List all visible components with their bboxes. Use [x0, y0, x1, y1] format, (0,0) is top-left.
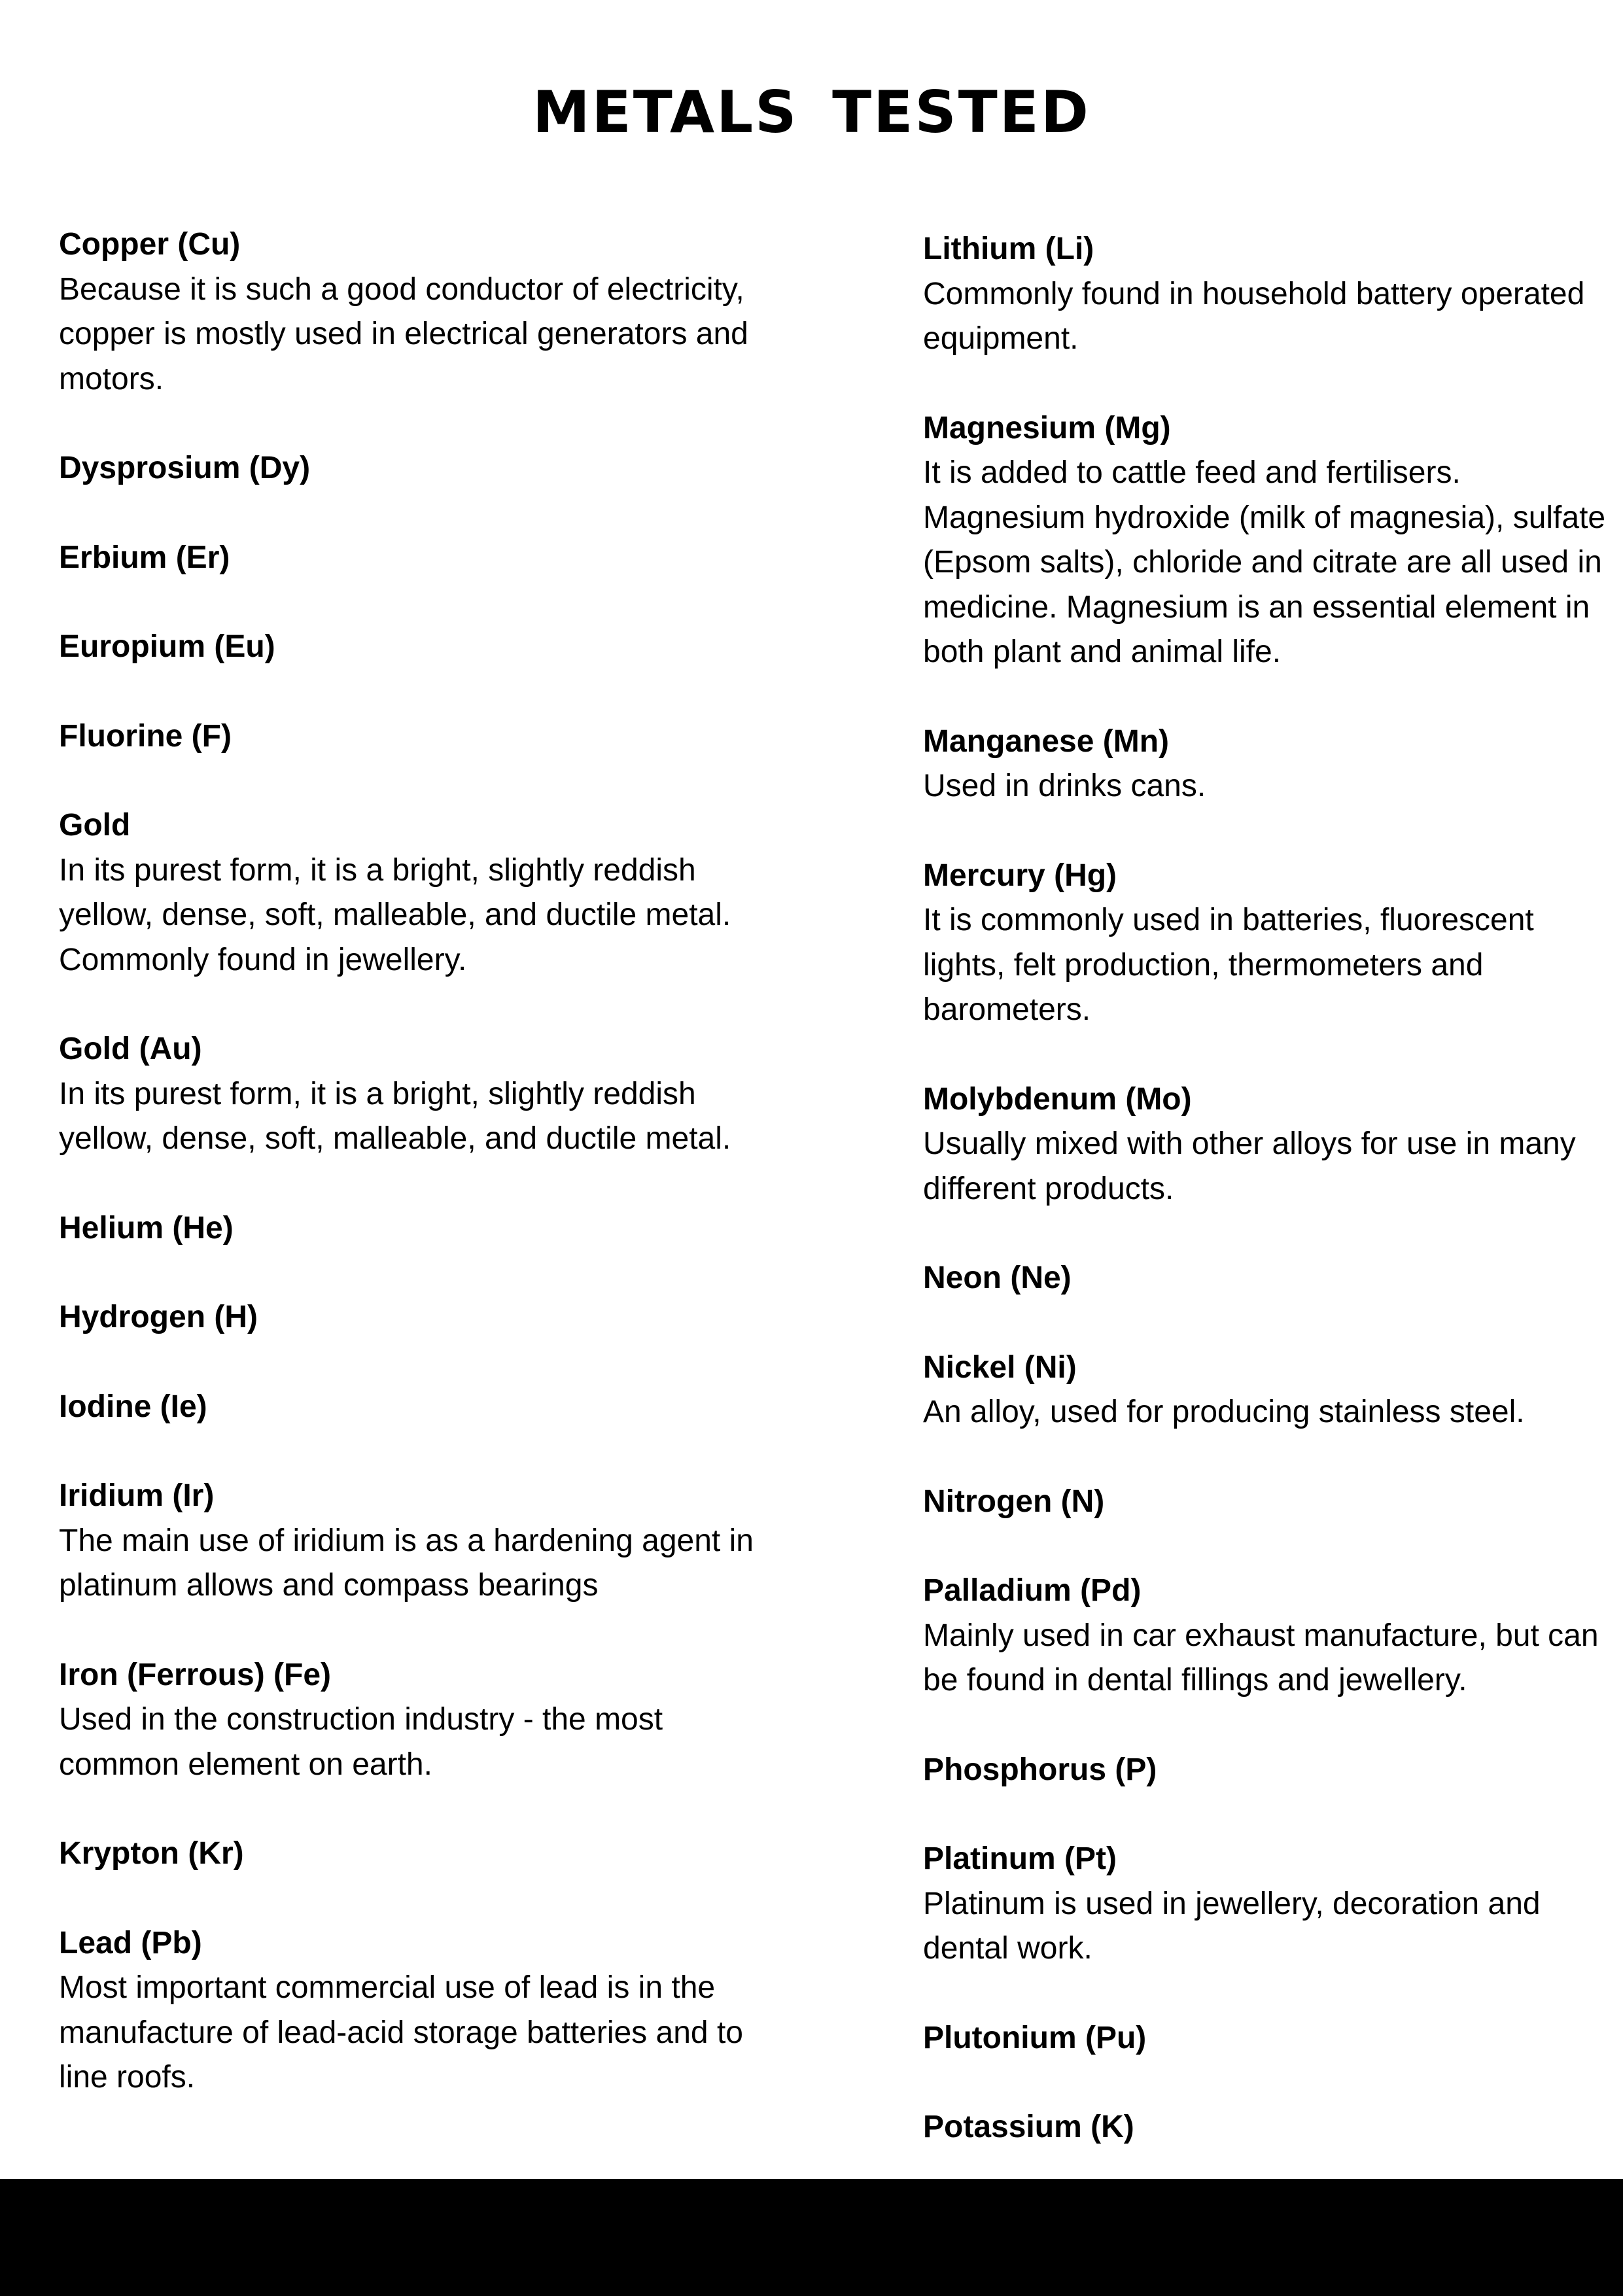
entry-plutonium [923, 2016, 1616, 2061]
entry-lead [59, 1921, 792, 2100]
entry-iridium [59, 1474, 792, 1609]
entry-description: Used in drinks cans. [923, 769, 1206, 803]
entry-iron [59, 1653, 792, 1788]
entry-erbium [59, 536, 792, 581]
entry-gold-au [59, 1027, 792, 1162]
entry-description: Mainly used in car exhaust manufacture, but can be found in dental fillings and jewellery. [923, 1618, 1599, 1697]
entry-name: Mercury (Hg) [923, 858, 1117, 893]
entry-name: Fluorine (F) [59, 718, 232, 754]
entry-name: Manganese (Mn) [923, 723, 1170, 759]
entry-name: Copper (Cu) [59, 227, 241, 262]
page-title: METALS TESTED [532, 78, 1091, 146]
entry-neon [923, 1256, 1616, 1301]
entry-mercury [923, 854, 1616, 1033]
entry-description: Most important commercial use of lead is in the manufacture of lead-acid storage batteries and to line roofs. [59, 1970, 743, 2095]
entry-fluorine [59, 714, 792, 759]
right-column [923, 227, 1616, 2195]
entry-description: An alloy, used for producing stainless steel. [923, 1395, 1525, 1429]
entry-name: Europium (Eu) [59, 629, 275, 664]
entry-name: Magnesium (Mg) [923, 410, 1171, 445]
entry-nitrogen [923, 1480, 1616, 1525]
entry-hydrogen [59, 1295, 792, 1340]
entry-krypton [59, 1832, 792, 1877]
entry-description: Platinum is used in jewellery, decoration and dental work. [923, 1886, 1541, 1966]
entry-name: Palladium (Pd) [923, 1573, 1142, 1608]
entry-helium [59, 1206, 792, 1251]
entry-manganese [923, 720, 1616, 809]
entry-name: Helium (He) [59, 1210, 234, 1245]
entry-phosphorus [923, 1748, 1616, 1793]
entry-name: Nitrogen (N) [923, 1484, 1105, 1519]
entry-name: Hydrogen (H) [59, 1300, 258, 1334]
entry-name: Iron (Ferrous) (Fe) [59, 1657, 331, 1692]
left-column [59, 222, 792, 2145]
entry-description: Commonly found in household battery operated equipment. [923, 276, 1585, 356]
entry-description: Usually mixed with other alloys for use in many different products. [923, 1126, 1576, 1206]
entry-platinum [923, 1837, 1616, 1972]
entry-europium [59, 625, 792, 670]
entry-magnesium [923, 406, 1616, 675]
entry-description: Used in the construction industry - the most common element on earth. [59, 1702, 663, 1782]
entry-description: In its purest form, it is a bright, slightly reddish yellow, dense, soft, malleable, and ductile metal. Commonly found in jewellery. [59, 852, 731, 977]
footer-bar [0, 2179, 1623, 2296]
entry-name: Potassium (K) [923, 2110, 1134, 2144]
entry-palladium [923, 1569, 1616, 1703]
entry-iodine [59, 1385, 792, 1430]
entry-name: Neon (Ne) [923, 1261, 1072, 1295]
entry-name: Lithium (Li) [923, 232, 1094, 266]
entry-name: Erbium (Er) [59, 540, 230, 575]
entry-gold [59, 803, 792, 983]
entry-name: Phosphorus (P) [923, 1752, 1157, 1787]
entry-nickel [923, 1346, 1616, 1435]
entry-name: Krypton (Kr) [59, 1836, 244, 1871]
entry-name: Gold (Au) [59, 1032, 202, 1066]
entry-name: Iodine (Ie) [59, 1389, 207, 1424]
entry-molybdenum [923, 1077, 1616, 1212]
entry-description: It is added to cattle feed and fertilisers. Magnesium hydroxide (milk of magnesia), sulfate (Epsom salts), chloride and citrate are all used in medicine. Magnesium is an essential element in both plant and animal life. [923, 455, 1606, 669]
entry-name: Iridium (Ir) [59, 1478, 215, 1513]
entry-name: Gold [59, 808, 131, 843]
entry-description: It is commonly used in batteries, fluorescent lights, felt production, thermometers and barometers. [923, 903, 1534, 1027]
entry-name: Plutonium (Pu) [923, 2020, 1147, 2055]
entry-description: The main use of iridium is as a hardening agent in platinum allows and compass bearings [59, 1523, 754, 1603]
entry-name: Nickel (Ni) [923, 1349, 1077, 1385]
entry-name: Lead (Pb) [59, 1925, 202, 1960]
entry-name: Dysprosium (Dy) [59, 451, 311, 485]
entry-description: Because it is such a good conductor of electricity, copper is mostly used in electrical generators and motors. [59, 271, 748, 396]
entry-dysprosium [59, 446, 792, 491]
entry-name: Platinum (Pt) [923, 1841, 1117, 1876]
entry-lithium [923, 227, 1616, 362]
entry-potassium [923, 2105, 1616, 2150]
entry-name: Molybdenum (Mo) [923, 1081, 1192, 1117]
entry-copper [59, 222, 792, 402]
entry-description: In its purest form, it is a bright, slightly reddish yellow, dense, soft, malleable, and ductile metal. [59, 1076, 731, 1156]
